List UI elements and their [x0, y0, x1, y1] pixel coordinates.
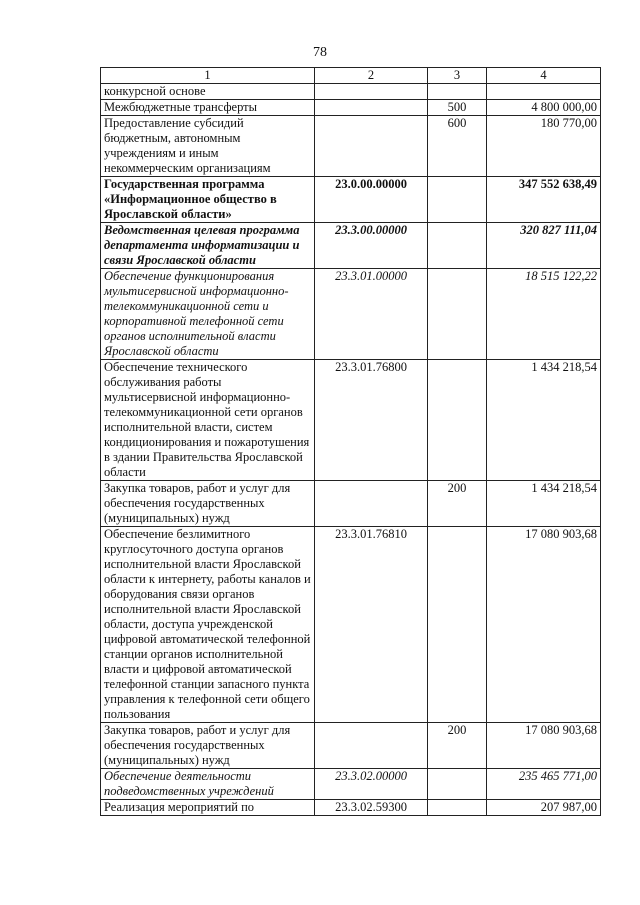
row-code-cell	[315, 116, 428, 177]
row-amount-cell: 180 770,00	[487, 116, 601, 177]
row-name-cell: Закупка товаров, работ и услуг для обеспечения государственных (муниципальных) нужд	[101, 723, 315, 769]
row-type-cell: 500	[428, 100, 487, 116]
table-row	[101, 100, 601, 116]
row-name-cell: Обеспечение безлимитного круглосуточного доступа органов исполнительной власти Ярославской области к интернету, работы каналов и оборудования связи органов исполнительной власти Ярославской области, доступа учрежденской цифровой автоматической телефонной станции органов исполнительной власти и цифровой автоматической телефонной станции запасного пункта управления к телефонной сети общего пользования	[101, 527, 315, 723]
header-cell-name: 1	[101, 68, 315, 84]
table-row	[101, 800, 601, 816]
table-row	[101, 116, 601, 177]
row-amount-cell	[487, 84, 601, 100]
row-code-cell	[315, 723, 428, 769]
table-row	[101, 360, 601, 481]
row-type-cell	[428, 800, 487, 816]
row-type-cell: 200	[428, 481, 487, 527]
header-cell-code: 2	[315, 68, 428, 84]
budget-table	[100, 67, 601, 816]
row-name-cell: Предоставление субсидий бюджетным, автономным учреждениям и иным некоммерческим организациям	[101, 116, 315, 177]
table-row	[101, 269, 601, 360]
row-name-cell: конкурсной основе	[101, 84, 315, 100]
table-row	[101, 723, 601, 769]
header-cell-type: 3	[428, 68, 487, 84]
row-code-cell	[315, 481, 428, 527]
table-row	[101, 769, 601, 800]
row-amount-cell: 347 552 638,49	[487, 177, 601, 223]
table-row	[101, 527, 601, 723]
row-name-cell: Обеспечение технического обслуживания работы мультисервисной информационно-телекоммуникационной сети органов исполнительной власти, систем кондиционирования и пожаротушения в здании Правительства Ярославской области	[101, 360, 315, 481]
row-code-cell	[315, 84, 428, 100]
row-amount-cell: 18 515 122,22	[487, 269, 601, 360]
row-amount-cell: 320 827 111,04	[487, 223, 601, 269]
row-type-cell: 200	[428, 723, 487, 769]
row-amount-cell: 1 434 218,54	[487, 481, 601, 527]
row-amount-cell: 17 080 903,68	[487, 723, 601, 769]
table-row	[101, 481, 601, 527]
row-amount-cell: 235 465 771,00	[487, 769, 601, 800]
row-name-cell: Закупка товаров, работ и услуг для обеспечения государственных (муниципальных) нужд	[101, 481, 315, 527]
row-type-cell	[428, 84, 487, 100]
row-type-cell	[428, 177, 487, 223]
row-code-cell: 23.3.02.00000	[315, 769, 428, 800]
row-name-cell: Обеспечение деятельности подведомственных учреждений	[101, 769, 315, 800]
table-header-row	[101, 68, 601, 84]
row-type-cell	[428, 360, 487, 481]
row-name-cell: Реализация мероприятий по	[101, 800, 315, 816]
table-row	[101, 177, 601, 223]
row-name-cell: Государственная программа «Информационное общество в Ярославской области»	[101, 177, 315, 223]
row-code-cell: 23.3.01.00000	[315, 269, 428, 360]
row-type-cell	[428, 769, 487, 800]
row-type-cell	[428, 223, 487, 269]
row-amount-cell: 207 987,00	[487, 800, 601, 816]
row-name-cell: Ведомственная целевая программа департамента информатизации и связи Ярославской области	[101, 223, 315, 269]
row-code-cell	[315, 100, 428, 116]
row-name-cell: Межбюджетные трансферты	[101, 100, 315, 116]
row-type-cell	[428, 269, 487, 360]
header-cell-amount: 4	[487, 68, 601, 84]
row-name-cell: Обеспечение функционирования мультисервисной информационно-телекоммуникационной сети и корпоративной телефонной сети органов исполнительной власти Ярославской области	[101, 269, 315, 360]
row-amount-cell: 1 434 218,54	[487, 360, 601, 481]
row-amount-cell: 4 800 000,00	[487, 100, 601, 116]
row-code-cell: 23.3.01.76810	[315, 527, 428, 723]
row-type-cell: 600	[428, 116, 487, 177]
row-code-cell: 23.0.00.00000	[315, 177, 428, 223]
table-row	[101, 84, 601, 100]
table-row	[101, 223, 601, 269]
page-number: 78	[313, 45, 327, 60]
row-code-cell: 23.3.02.59300	[315, 800, 428, 816]
row-code-cell: 23.3.01.76800	[315, 360, 428, 481]
row-type-cell	[428, 527, 487, 723]
row-amount-cell: 17 080 903,68	[487, 527, 601, 723]
row-code-cell: 23.3.00.00000	[315, 223, 428, 269]
